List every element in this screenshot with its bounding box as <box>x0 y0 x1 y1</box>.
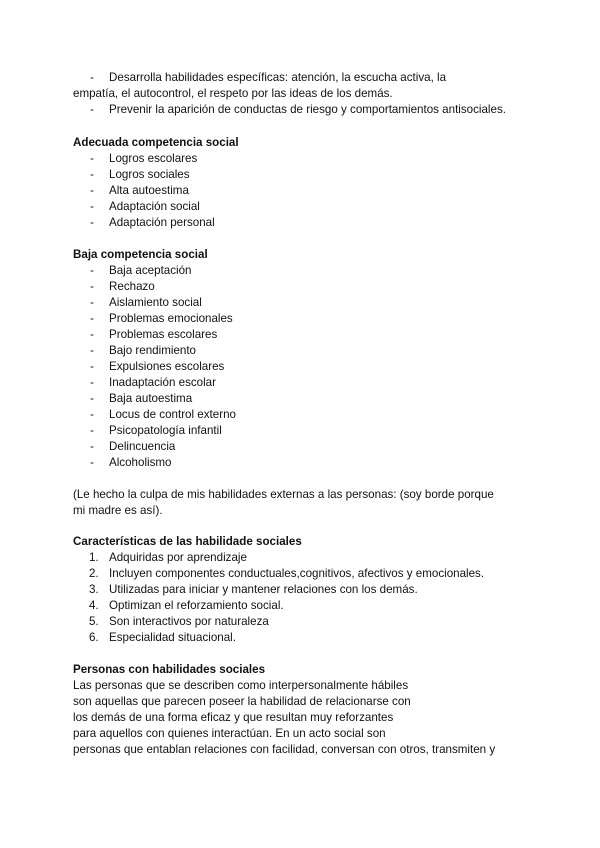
paragraph-line <box>0 678 600 694</box>
list-item-text: Bajo rendimiento <box>109 344 197 357</box>
bullet-marker: - <box>90 424 94 437</box>
list-item <box>0 183 600 199</box>
paragraph-text: son aquellas que parecen poseer la habilidad de relacionarse con <box>73 695 411 708</box>
bullet-marker: - <box>90 312 94 325</box>
list-item-text: Problemas emocionales <box>109 312 233 325</box>
bullet-marker: - <box>90 392 94 405</box>
list-item <box>0 455 600 471</box>
note-text: (Le hecho la culpa de mis habilidades externas a las personas: (soy borde porque <box>73 488 494 501</box>
list-item-text: Son interactivos por naturaleza <box>109 615 269 628</box>
list-item <box>0 295 600 311</box>
list-item-text: Locus de control externo <box>109 408 236 421</box>
list-item <box>0 343 600 359</box>
paragraph-text: los demás de una forma eficaz y que resultan muy reforzantes <box>73 711 394 724</box>
list-number: 5. <box>89 615 99 628</box>
heading-text: Baja competencia social <box>73 248 208 261</box>
bullet-marker: - <box>90 440 94 453</box>
list-item <box>0 391 600 407</box>
list-item <box>0 566 600 582</box>
bullet-marker: - <box>90 456 94 469</box>
note-paragraph <box>0 487 600 519</box>
list-item <box>0 630 600 646</box>
list-item <box>0 598 600 614</box>
personas-section <box>0 662 600 758</box>
bullet-marker: - <box>90 264 94 277</box>
list-item-text: Desarrolla habilidades específicas: atención, la escucha activa, la <box>109 71 447 84</box>
list-item <box>0 215 600 231</box>
list-item-text: Logros sociales <box>109 168 190 181</box>
paragraph-text: Las personas que se describen como interpersonalmente hábiles <box>73 679 409 692</box>
bullet-marker: - <box>90 103 94 116</box>
list-item <box>0 102 600 118</box>
bullet-marker: - <box>90 280 94 293</box>
heading-text: Personas con habilidades sociales <box>73 663 266 676</box>
section-heading <box>0 534 600 550</box>
section-heading <box>0 662 600 678</box>
list-number: 6. <box>89 631 99 644</box>
list-item <box>0 167 600 183</box>
bullet-marker: - <box>90 408 94 421</box>
list-item-text: Alta autoestima <box>109 184 189 197</box>
list-item-text: Adaptación social <box>109 200 200 213</box>
list-item-text: Optimizan el reforzamiento social. <box>109 599 284 612</box>
list-item-text: empatía, el autocontrol, el respeto por las ideas de los demás. <box>73 87 393 100</box>
list-item-text: Baja autoestima <box>109 392 193 405</box>
bullet-list <box>0 263 600 471</box>
list-number: 1. <box>89 551 99 564</box>
heading-text: Adecuada competencia social <box>73 136 239 149</box>
paragraph <box>0 678 600 758</box>
list-item-text: Logros escolares <box>109 152 198 165</box>
list-item <box>0 279 600 295</box>
bullet-marker: - <box>90 168 94 181</box>
list-item-text: Inadaptación escolar <box>109 376 216 389</box>
list-number: 2. <box>89 567 99 580</box>
list-item-text: Rechazo <box>109 280 155 293</box>
paragraph-line <box>0 694 600 710</box>
list-item-text: Incluyen componentes conductuales,cognitivos, afectivos y emocionales. <box>109 567 485 580</box>
section-heading <box>0 247 600 263</box>
paragraph-line <box>0 742 600 758</box>
list-item <box>0 199 600 215</box>
adecuada-section <box>0 135 600 231</box>
paragraph-text: personas que entablan relaciones con facilidad, conversan con otros, transmiten y <box>73 743 496 756</box>
note-text: mi madre es así). <box>73 504 163 517</box>
bullet-marker: - <box>90 152 94 165</box>
list-item-text: Especialidad situacional. <box>109 631 236 644</box>
list-item <box>0 327 600 343</box>
list-item <box>0 423 600 439</box>
bullet-marker: - <box>90 71 94 84</box>
bullet-marker: - <box>90 376 94 389</box>
caracteristicas-section <box>0 534 600 646</box>
list-item-text: Aislamiento social <box>109 296 202 309</box>
bullet-marker: - <box>90 344 94 357</box>
list-item <box>0 151 600 167</box>
list-item-text: Expulsiones escolares <box>109 360 225 373</box>
bullet-marker: - <box>90 328 94 341</box>
list-item <box>0 263 600 279</box>
list-item <box>0 407 600 423</box>
list-item-text: Alcoholismo <box>109 456 172 469</box>
list-item-text: Psicopatología infantil <box>109 424 222 437</box>
list-item-text: Adquiridas por aprendizaje <box>109 551 247 564</box>
bullet-marker: - <box>90 296 94 309</box>
list-item <box>0 359 600 375</box>
heading-text: Características de las habilidade sociales <box>73 535 302 548</box>
bullet-marker: - <box>90 216 94 229</box>
list-number: 4. <box>89 599 99 612</box>
bullet-marker: - <box>90 200 94 213</box>
list-item <box>0 375 600 391</box>
section-heading <box>0 135 600 151</box>
list-item-text: Problemas escolares <box>109 328 218 341</box>
bullet-marker: - <box>90 360 94 373</box>
paragraph-text: para aquellos con quienes interactúan. En un acto social son <box>73 727 386 740</box>
bullet-list <box>0 151 600 231</box>
list-item-text: Prevenir la aparición de conductas de riesgo y comportamientos antisociales. <box>109 103 506 116</box>
numbered-list <box>0 550 600 646</box>
paragraph-line <box>0 710 600 726</box>
list-number: 3. <box>89 583 99 596</box>
list-item <box>0 614 600 630</box>
list-item-text: Adaptación personal <box>109 216 215 229</box>
list-item <box>0 311 600 327</box>
bullet-marker: - <box>90 184 94 197</box>
note-line <box>0 503 600 519</box>
list-item <box>0 550 600 566</box>
note-line <box>0 487 600 503</box>
list-item-text: Baja aceptación <box>109 264 192 277</box>
list-item-text: Delincuencia <box>109 440 176 453</box>
intro-section <box>0 70 600 118</box>
list-item <box>0 582 600 598</box>
list-item <box>0 70 600 86</box>
list-item-text: Utilizadas para iniciar y mantener relaciones con los demás. <box>109 583 418 596</box>
paragraph-line <box>0 726 600 742</box>
baja-section <box>0 247 600 471</box>
list-item <box>0 439 600 455</box>
list-item-continuation <box>0 86 600 102</box>
